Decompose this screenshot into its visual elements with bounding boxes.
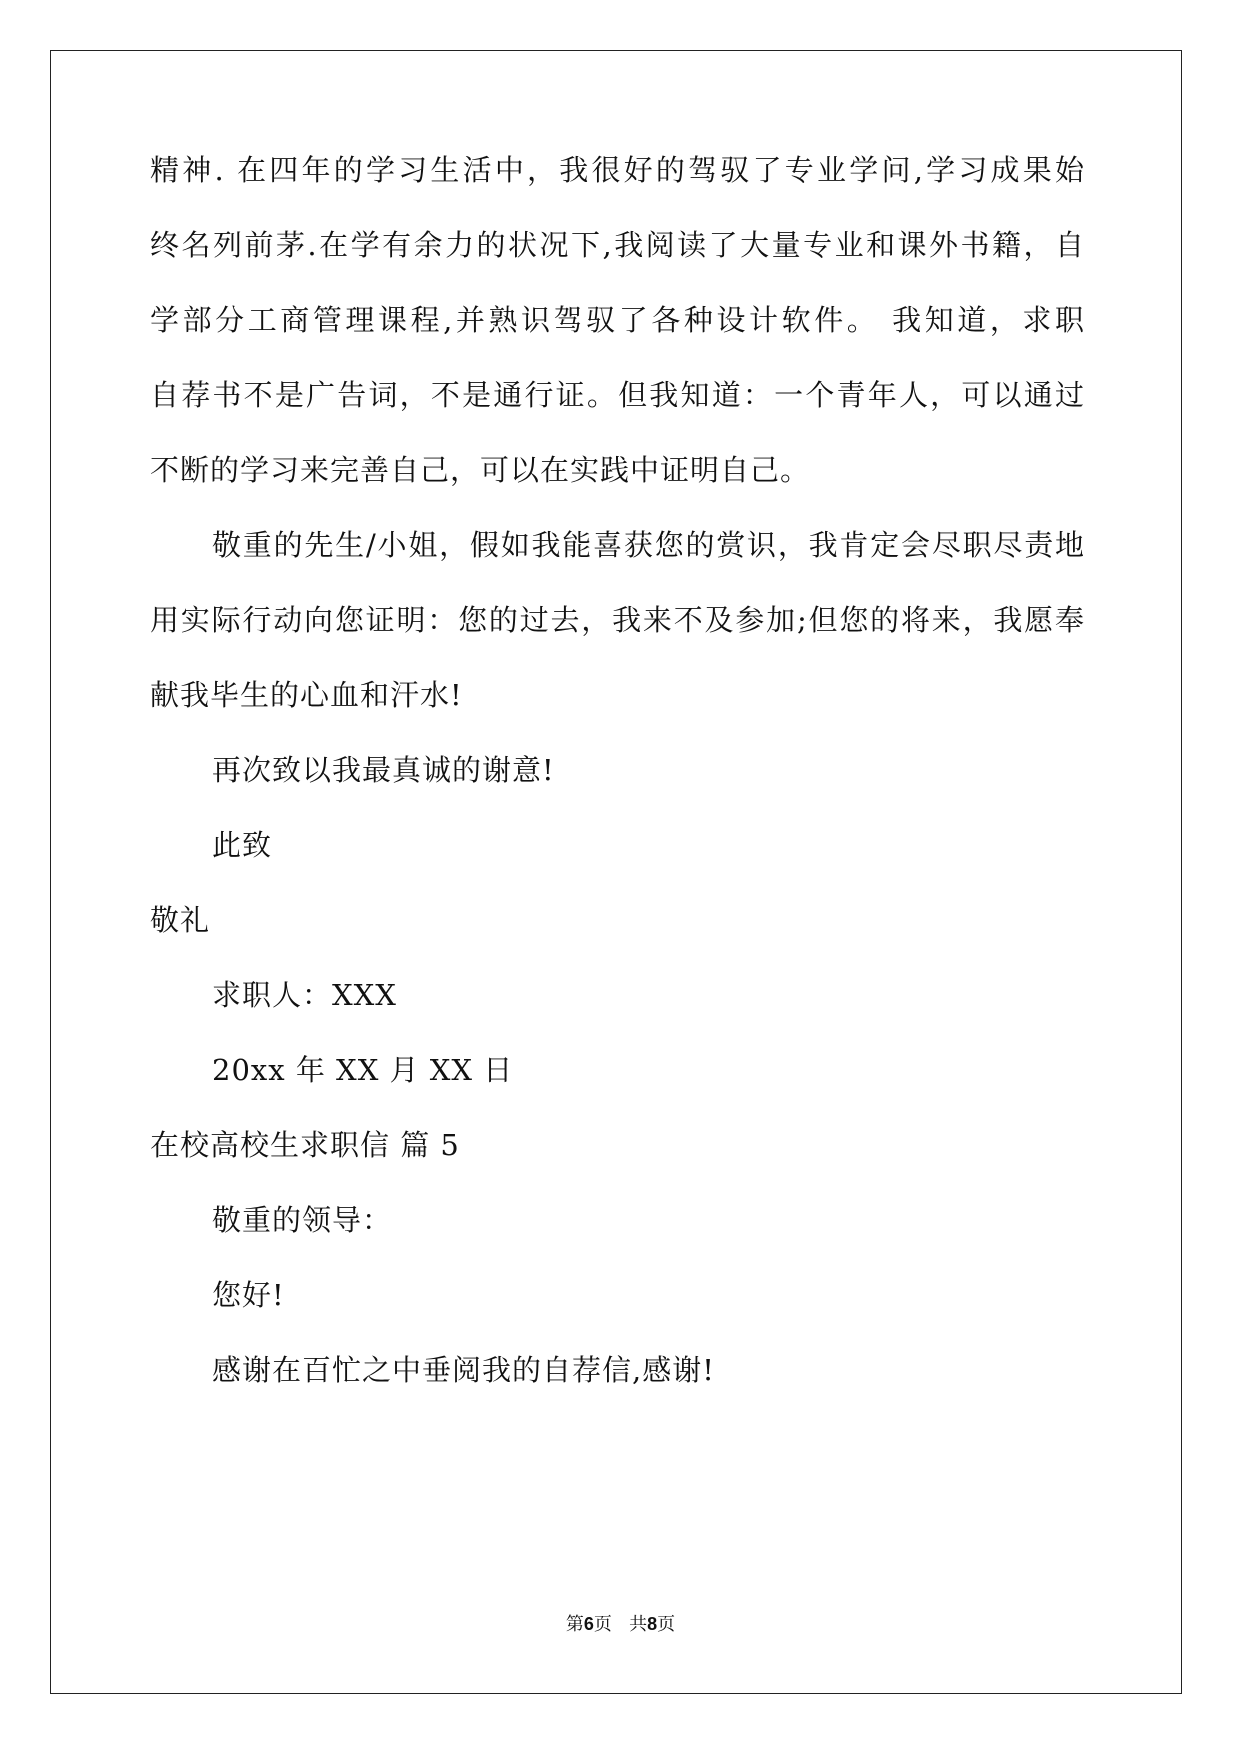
body-line: 用实际行动向您证明：您的过去，我来不及参加;但您的将来，我愿奉: [150, 603, 1085, 637]
page-footer: [0, 1612, 1241, 1637]
body-line: 感谢在百忙之中垂阅我的自荐信,感谢!: [212, 1353, 715, 1387]
body-line: 精神. 在四年的学习生活中，我很好的驾驭了专业学问,学习成果始: [150, 153, 1085, 187]
page-border: [50, 50, 1182, 1694]
letter-date: 20xx 年 XX 月 XX 日: [212, 1053, 514, 1087]
footer-prefix: 第: [565, 1614, 584, 1635]
section-heading: 在校高校生求职信 篇 5: [150, 1128, 460, 1162]
body-line: 终名列前茅.在学有余力的状况下,我阅读了大量专业和课外书籍，自: [150, 228, 1085, 262]
body-line: 献我毕生的心血和汗水!: [150, 678, 463, 712]
body-line: 不断的学习来完善自己，可以在实践中证明自己。: [150, 453, 811, 487]
applicant-name: 求职人：XXX: [212, 978, 397, 1012]
footer-total-suffix: 页: [657, 1614, 676, 1635]
closing-thanks: 再次致以我最真诚的谢意!: [212, 753, 555, 787]
salutation-respect: 敬礼: [150, 903, 211, 937]
body-line: 学部分工商管理课程,并熟识驾驭了各种设计软件。 我知道，求职: [150, 303, 1085, 337]
greeting-recipient: 敬重的领导：: [212, 1203, 393, 1237]
body-line-indented: 敬重的先生/小姐，假如我能喜获您的赏识，我肯定会尽职尽责地: [212, 528, 1085, 562]
salutation-closing: 此致: [212, 828, 273, 862]
footer-page-suffix: 页: [593, 1614, 612, 1635]
current-page-number: 6: [583, 1614, 594, 1634]
total-page-count: 8: [647, 1614, 658, 1634]
greeting-hello: 您好!: [212, 1278, 285, 1312]
body-line: 自荐书不是广告词，不是通行证。但我知道：一个青年人，可以通过: [150, 378, 1085, 412]
footer-total-prefix: 共: [629, 1614, 648, 1635]
